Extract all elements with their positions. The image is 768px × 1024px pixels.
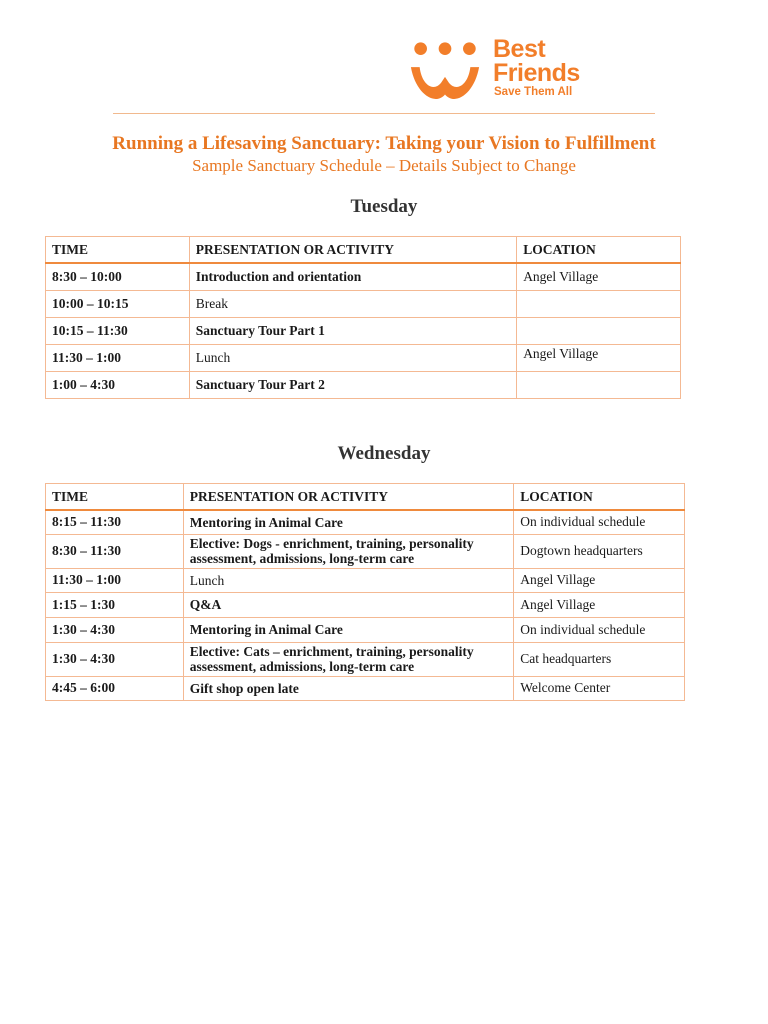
activity-cell: Q&A [183,592,513,617]
time-cell: 11:30 – 1:00 [46,568,184,592]
location-cell: Welcome Center [514,676,685,700]
logo-line-1: Best [493,35,546,63]
location-cell: Angel Village [514,568,685,592]
activity-cell: Mentoring in Animal Care [183,617,513,642]
column-header-time: TIME [46,237,190,264]
best-friends-logo-icon [406,36,484,112]
time-cell: 1:15 – 1:30 [46,592,184,617]
column-header-time: TIME [46,484,184,511]
time-cell: 1:00 – 4:30 [46,371,190,398]
time-cell: 8:30 – 11:30 [46,534,184,568]
location-cell [517,371,681,398]
logo-line-2: Friends [493,59,580,87]
time-cell: 11:30 – 1:00 [46,344,190,371]
activity-cell: Lunch [189,344,516,371]
table-row [46,510,685,534]
logo-tagline: Save Them All [494,86,573,98]
activity-cell: Gift shop open late [183,676,513,700]
location-cell: Angel Village [517,263,681,290]
document-subtitle: Sample Sanctuary Schedule – Details Subject to Change [192,156,576,175]
time-cell: 10:00 – 10:15 [46,290,190,317]
table-row [46,676,685,700]
day-heading-wednesday: Wednesday [337,443,431,464]
table-row [46,642,685,676]
column-header-activity: PRESENTATION OR ACTIVITY [183,484,513,511]
column-header-location: LOCATION [514,484,685,511]
tuesday-schedule-table [45,236,681,399]
location-cell: Angel Village [517,344,681,371]
day-heading-tuesday: Tuesday [350,196,418,217]
table-row [46,568,685,592]
time-cell: 1:30 – 4:30 [46,642,184,676]
document-title: Running a Lifesaving Sanctuary: Taking your Vision to Fulfillment [112,133,656,154]
table-row [46,263,681,290]
location-cell: Cat headquarters [514,642,685,676]
column-header-location: LOCATION [517,237,681,264]
column-header-activity: PRESENTATION OR ACTIVITY [189,237,516,264]
table-header-row [46,484,685,511]
table-header-row [46,237,681,264]
time-cell: 8:15 – 11:30 [46,510,184,534]
table-row [46,290,681,317]
location-cell: On individual schedule [514,510,685,534]
location-cell [517,290,681,317]
wednesday-schedule-table [45,483,685,701]
location-cell: Dogtown headquarters [514,534,685,568]
logo-wordmark [493,37,580,99]
time-cell: 8:30 – 10:00 [46,263,190,290]
activity-cell: Elective: Cats – enrichment, training, personality assessment, admissions, long-term care [183,642,513,676]
table-row [46,592,685,617]
table-row [46,534,685,568]
time-cell: 1:30 – 4:30 [46,617,184,642]
time-cell: 4:45 – 6:00 [46,676,184,700]
activity-cell: Introduction and orientation [189,263,516,290]
activity-cell: Mentoring in Animal Care [183,510,513,534]
table-row [46,617,685,642]
activity-cell: Sanctuary Tour Part 2 [189,371,516,398]
header-divider [113,113,655,114]
activity-cell: Elective: Dogs - enrichment, training, personality assessment, admissions, long-term care [183,534,513,568]
logo-header [113,30,655,114]
location-cell: Angel Village [514,592,685,617]
activity-cell: Lunch [183,568,513,592]
location-cell [517,317,681,344]
table-row [46,344,681,371]
table-row [46,371,681,398]
activity-cell: Sanctuary Tour Part 1 [189,317,516,344]
activity-cell: Break [189,290,516,317]
location-cell: On individual schedule [514,617,685,642]
table-row [46,317,681,344]
time-cell: 10:15 – 11:30 [46,317,190,344]
